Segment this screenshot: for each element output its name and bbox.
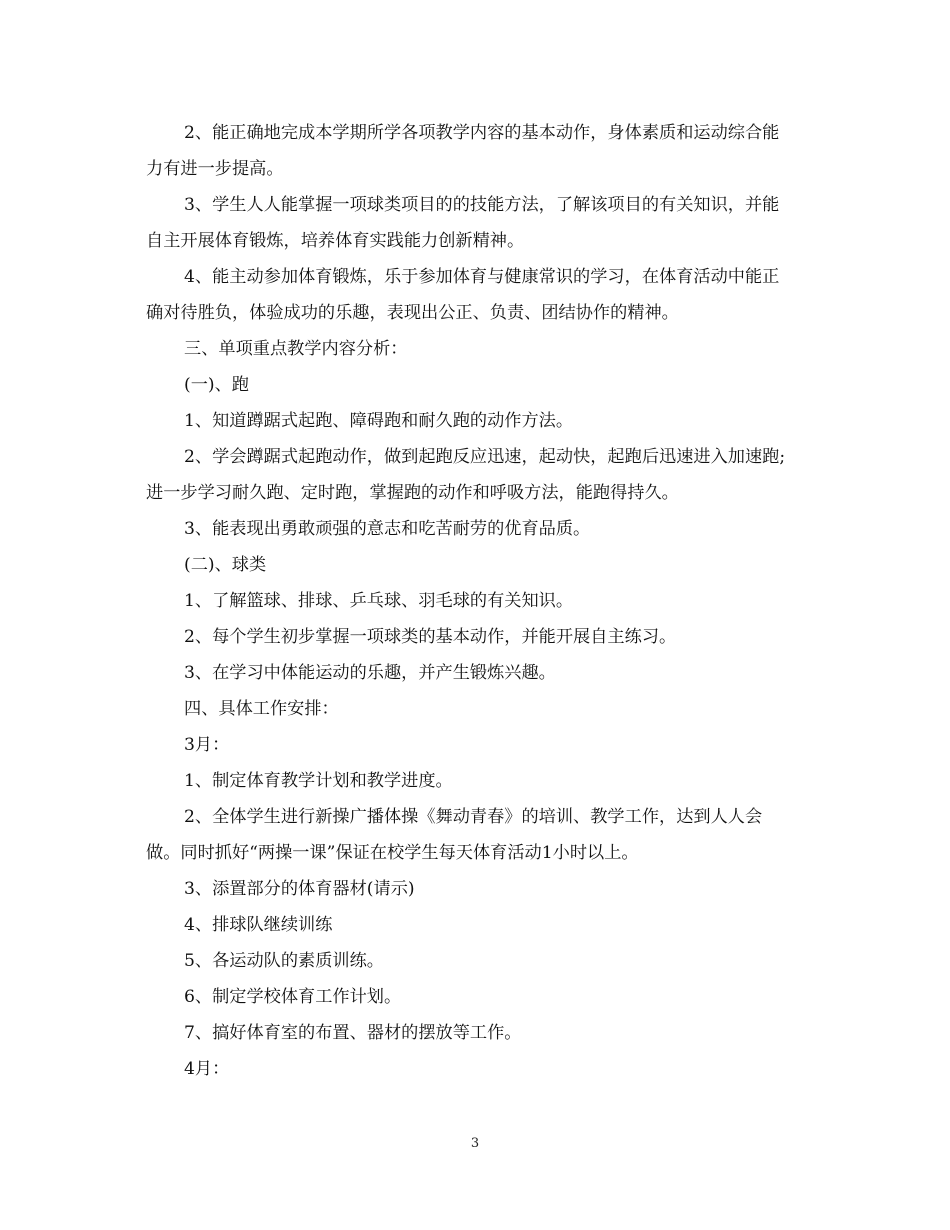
- document-body: [146, 115, 796, 1087]
- subheading-ball-games: (二)、球类: [184, 555, 267, 575]
- paragraph-goal-2: 2、能正确地完成本学期所学各项教学内容的基本动作，身体素质和运动综合能 力有进一步提高。: [146, 123, 797, 179]
- paragraph-march-6: 6、制定学校体育工作计划。: [184, 987, 402, 1007]
- paragraph-running-1: 1、知道蹲踞式起跑、障碍跑和耐久跑的动作方法。: [184, 411, 574, 431]
- paragraph-march-4: 4、排球队继续训练: [184, 915, 333, 935]
- paragraph-ball-3: 3、在学习中体能运动的乐趣，并产生锻炼兴趣。: [184, 663, 556, 683]
- paragraph-goal-3: 3、学生人人能掌握一项球类项目的的技能方法，了解该项目的有关知识，并能自主开展体育锻炼，培养体育实践能力创新精神。: [146, 195, 780, 251]
- paragraph-ball-1: 1、了解篮球、排球、乒乓球、羽毛球的有关知识。: [184, 591, 574, 611]
- paragraph-running-2: 2、学会蹲踞式起跑动作，做到起跑反应迅速，起动快，起跑后迅速进入加速跑;进一步学习耐久跑、定时跑，掌握跑的动作和呼吸方法，能跑得持久。: [146, 447, 786, 503]
- paragraph-running-3: 3、能表现出勇敢顽强的意志和吃苦耐劳的优育品质。: [184, 519, 591, 539]
- section-heading-schedule: 四、具体工作安排：: [184, 699, 339, 719]
- paragraph-goal-4: 4、能主动参加体育锻炼，乐于参加体育与健康常识的学习，在体育活动中能正确对待胜负，体验成功的乐趣，表现出公正、负责、团结协作的精神。: [146, 267, 780, 323]
- subheading-running: (一)、跑: [184, 375, 249, 395]
- paragraph-march-2: 2、全体学生进行新操广播体操《舞动青春》的培训、教学工作，达到人人会做。同时抓好“两操一课”保证在校学生每天体育活动1小时以上。: [146, 807, 763, 863]
- month-heading-march: 3月：: [184, 735, 230, 755]
- month-heading-april: 4月：: [184, 1059, 230, 1079]
- section-heading-analysis: 三、单项重点教学内容分析：: [184, 339, 408, 359]
- paragraph-ball-2: 2、每个学生初步掌握一项球类的基本动作，并能开展自主练习。: [184, 627, 677, 647]
- paragraph-march-5: 5、各运动队的素质训练。: [184, 951, 384, 971]
- paragraph-march-3: 3、添置部分的体育器材(请示): [184, 879, 415, 899]
- page-number: 3: [470, 1136, 480, 1151]
- paragraph-march-7: 7、搞好体育室的布置、器材的摆放等工作。: [184, 1023, 522, 1043]
- paragraph-march-1: 1、制定体育教学计划和教学进度。: [184, 771, 453, 791]
